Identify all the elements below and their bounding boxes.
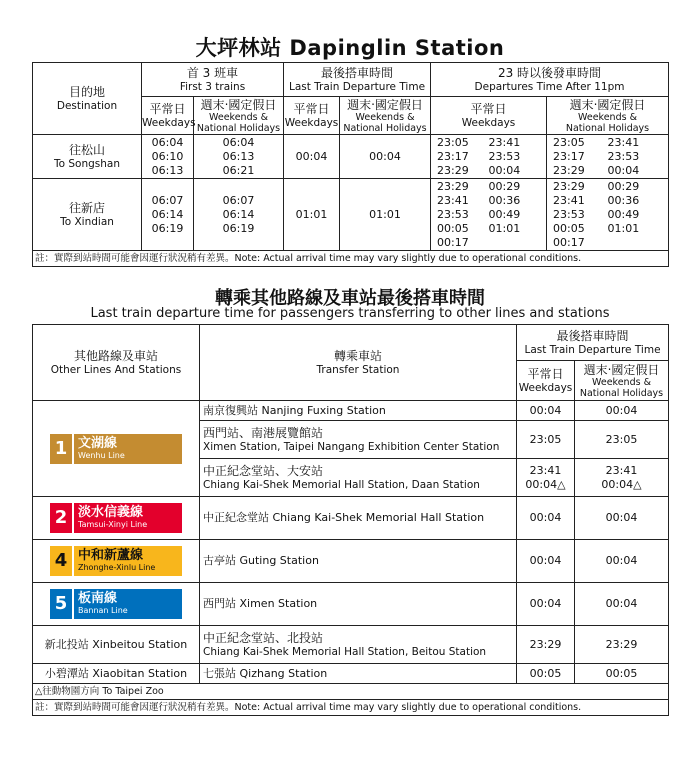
destination-xindian: 往新店 To Xindian [33, 179, 142, 251]
transfer-station: 中正紀念堂站、大安站 Chiang Kai-Shek Memorial Hall Station, Daan Station [200, 459, 517, 497]
wenhu-line-cell [33, 401, 200, 497]
table-row [33, 401, 669, 421]
table-row [33, 135, 669, 179]
last-train-weekdays: 00:04 [284, 135, 340, 179]
first-trains-header: 首 3 班車 First 3 trains [142, 63, 284, 97]
transfer-station: 中正紀念堂站 Chiang Kai-Shek Memorial Hall Station [200, 497, 517, 540]
line-number: 4 [50, 546, 74, 576]
transfer-table [32, 324, 669, 716]
weekend-time: 23:41 00:04△ [575, 459, 669, 497]
after-11pm-weekdays: 23:29 00:29 23:41 00:36 23:53 00:49 00:05 01:01 00:17 [431, 179, 547, 251]
weekends-header: 週末‧國定假日 Weekends & National Holidays [575, 361, 669, 401]
weekend-time: 00:04 [575, 583, 669, 626]
last-train-header: 最後搭車時間 Last Train Departure Time [517, 325, 669, 361]
weekend-time: 00:05 [575, 664, 669, 684]
transfer-title: 轉乘其他路線及車站最後搭車時間 [215, 288, 485, 309]
weekdays-header: 平常日 Weekdays [284, 97, 340, 135]
weekday-time: 00:04 [517, 540, 575, 583]
first-trains-weekends: 06:04 06:13 06:21 [194, 135, 284, 179]
last-train-weekdays: 01:01 [284, 179, 340, 251]
transfer-note: 註：實際到站時間可能會因運行狀況稍有差異。Note: Actual arrival time may vary slightly due to operational conditions. [33, 700, 669, 716]
line-number: 2 [50, 503, 74, 533]
weekends-header: 週末‧國定假日 Weekends & National Holidays [194, 97, 284, 135]
first-trains-weekdays: 06:04 06:10 06:13 [142, 135, 194, 179]
weekday-time: 00:04 [517, 497, 575, 540]
weekdays-header: 平常日 Weekdays [142, 97, 194, 135]
bannan-line-cell [33, 583, 200, 626]
zhonghe-xinlu-line-badge: 4 中和新蘆線 Zhonghe-Xinlu Line [50, 546, 182, 576]
weekdays-header: 平常日 Weekdays [431, 97, 547, 135]
weekend-time: 00:04 [575, 497, 669, 540]
weekday-time: 23:05 [517, 421, 575, 459]
other-lines-header: 其他路線及車站 Other Lines And Stations [33, 325, 200, 401]
table-row [33, 626, 669, 664]
tamsui-xinyi-line-badge: 2 淡水信義線 Tamsui-Xinyi Line [50, 503, 182, 533]
table-row [33, 179, 669, 251]
zoo-note: △往動物園方向 To Taipei Zoo [33, 684, 669, 700]
zhonghe-xinlu-line-cell [33, 540, 200, 583]
station-title: 大坪林站 Dapinglin Station [195, 36, 505, 60]
weekend-time: 23:05 [575, 421, 669, 459]
transfer-station-header: 轉乘車站 Transfer Station [200, 325, 517, 401]
transfer-station: 西門站、南港展覽館站 Ximen Station, Taipei Nangang Exhibition Center Station [200, 421, 517, 459]
last-train-weekends: 01:01 [340, 179, 431, 251]
after-11pm-weekends: 23:29 00:29 23:41 00:36 23:53 00:49 00:05 01:01 00:17 [547, 179, 669, 251]
departure-note: 註：實際到站時間可能會因運行狀況稍有差異。Note: Actual arrival time may vary slightly due to operational conditions. [33, 251, 669, 267]
table-row [33, 540, 669, 583]
after-11pm-header: 23 時以後發車時間 Departures Time After 11pm [431, 63, 669, 97]
destination-header: 目的地 Destination [33, 63, 142, 135]
weekends-header: 週末‧國定假日 Weekends & National Holidays [340, 97, 431, 135]
transfer-station: 西門站 Ximen Station [200, 583, 517, 626]
weekday-time: 00:04 [517, 401, 575, 421]
weekend-time: 23:29 [575, 626, 669, 664]
weekdays-header: 平常日 Weekdays [517, 361, 575, 401]
wenhu-line-badge: 1 文湖線 Wenhu Line [50, 434, 182, 464]
departure-table [32, 62, 669, 267]
table-row [33, 497, 669, 540]
after-11pm-weekends: 23:05 23:41 23:17 23:53 23:29 00:04 [547, 135, 669, 179]
weekday-time: 23:41 00:04△ [517, 459, 575, 497]
weekday-time: 00:04 [517, 583, 575, 626]
line-number: 5 [50, 589, 74, 619]
after-11pm-weekdays: 23:05 23:41 23:17 23:53 23:29 00:04 [431, 135, 547, 179]
tamsui-xinyi-line-cell [33, 497, 200, 540]
transfer-station: 古亭站 Guting Station [200, 540, 517, 583]
transfer-station: 中正紀念堂站、北投站 Chiang Kai-Shek Memorial Hall Station, Beitou Station [200, 626, 517, 664]
table-row [33, 664, 669, 684]
weekday-time: 00:05 [517, 664, 575, 684]
first-trains-weekends: 06:07 06:14 06:19 [194, 179, 284, 251]
last-train-weekends: 00:04 [340, 135, 431, 179]
bannan-line-badge: 5 板南線 Bannan Line [50, 589, 182, 619]
transfer-station: 南京復興站 Nanjing Fuxing Station [200, 401, 517, 421]
first-trains-weekdays: 06:07 06:14 06:19 [142, 179, 194, 251]
transfer-subtitle: Last train departure time for passengers transferring to other lines and stations [90, 306, 610, 321]
table-row [33, 583, 669, 626]
weekend-time: 00:04 [575, 401, 669, 421]
line-number: 1 [50, 434, 74, 464]
weekends-header: 週末‧國定假日 Weekends & National Holidays [547, 97, 669, 135]
transfer-station: 七張站 Qizhang Station [200, 664, 517, 684]
weekend-time: 00:04 [575, 540, 669, 583]
last-train-header: 最後搭車時間 Last Train Departure Time [284, 63, 431, 97]
destination-songshan: 往松山 To Songshan [33, 135, 142, 179]
weekday-time: 23:29 [517, 626, 575, 664]
xiaobitan-line-cell: 小碧潭站 Xiaobitan Station [33, 664, 200, 684]
xinbeitou-line-cell: 新北投站 Xinbeitou Station [33, 626, 200, 664]
